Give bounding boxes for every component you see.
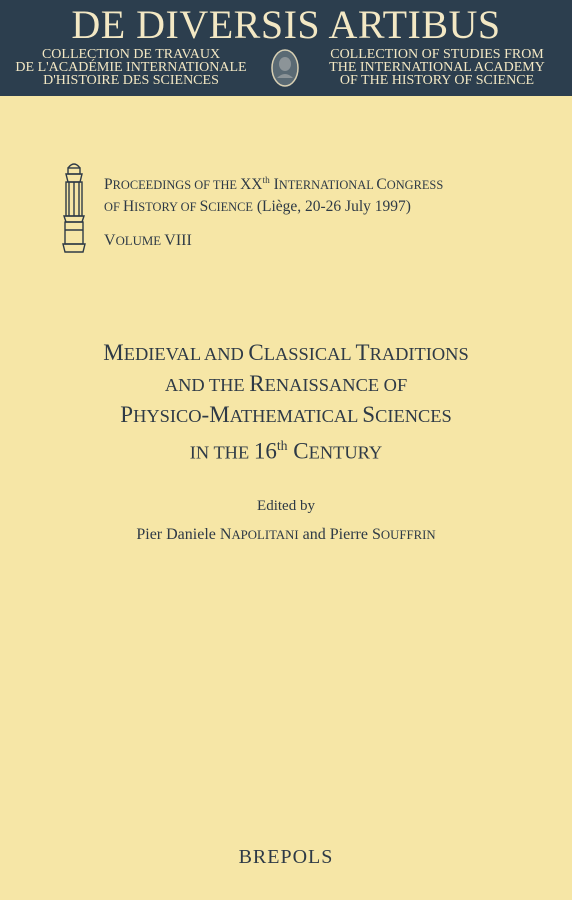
text-fragment: OUFFRIN [380, 528, 436, 542]
text-fragment: P [120, 402, 134, 427]
text-fragment: C [376, 176, 387, 194]
text-fragment: LASSICAL [263, 344, 356, 364]
text-fragment: CIENCES [375, 406, 452, 426]
proceedings-line [104, 170, 544, 218]
text-fragment: N [219, 526, 232, 543]
text-fragment: and Pierre [298, 526, 372, 543]
proceedings-line-2 [104, 196, 544, 218]
text-fragment: H [122, 198, 135, 216]
series-subtitle-english-line: COLLECTION OF STUDIES FROM [330, 47, 544, 62]
text-fragment: C [287, 438, 309, 464]
text-fragment: OLUME [115, 234, 165, 248]
text-fragment: ATHEMATICAL [229, 406, 363, 426]
publisher-name: BREPOLS [238, 846, 334, 868]
text-fragment: R [249, 371, 265, 396]
text-fragment: I [269, 176, 279, 194]
text-fragment: IN THE [189, 442, 254, 463]
text-fragment: th [276, 438, 288, 453]
text-fragment: APOLITANI [231, 528, 299, 542]
text-fragment: -M [201, 402, 230, 427]
text-fragment: (Liège, 20-26 July 1997) [252, 198, 411, 216]
text-fragment: OF [104, 200, 123, 215]
book-title [0, 338, 572, 468]
text-fragment: VIII [164, 232, 192, 249]
proceedings-line-1 [104, 170, 544, 196]
text-fragment: NTERNATIONAL [278, 178, 377, 193]
text-fragment: P [104, 176, 113, 194]
series-subtitle-english-line: OF THE HISTORY OF SCIENCE [339, 73, 535, 88]
series-subtitle-french-line: D'HISTOIRE DES SCIENCES [43, 73, 219, 88]
edited-by-label: Edited by [257, 498, 315, 514]
text-fragment: CIENCE [208, 200, 253, 215]
text-fragment: XX [240, 176, 263, 194]
book-title-line-2 [0, 369, 572, 400]
text-fragment: EDIEVAL AND [123, 344, 249, 364]
text-fragment: ROCEEDINGS OF THE [112, 178, 241, 193]
series-subtitle-french-line: DE L'ACADÉMIE INTERNATIONALE [15, 60, 247, 75]
text-fragment: ENTURY [308, 442, 383, 463]
text-fragment: ISTORY OF [134, 200, 200, 215]
text-fragment: M [103, 340, 124, 365]
text-fragment: V [104, 232, 116, 249]
series-subtitle-french-line: COLLECTION DE TRAVAUX [41, 47, 221, 62]
volume-label [104, 232, 192, 250]
academy-medal-icon [270, 48, 300, 88]
series-subtitle-english [302, 48, 572, 87]
book-title-line-1 [0, 338, 572, 369]
text-fragment: S [199, 198, 209, 216]
text-fragment: AND THE [164, 375, 250, 395]
text-fragment: th [262, 176, 270, 186]
text-fragment: HYSICO [133, 406, 202, 426]
text-fragment: S [362, 402, 376, 427]
text-fragment: Pier Daniele [136, 526, 220, 543]
text-fragment: RADITIONS [369, 344, 469, 364]
series-title: DE DIVERSIS ARTIBUS [71, 2, 501, 47]
series-header-band [0, 0, 572, 96]
text-fragment: ENAISSANCE OF [264, 375, 408, 395]
text-fragment: ONGRESS [386, 178, 444, 193]
book-title-line-4 [0, 431, 572, 468]
series-subtitle-english-line: THE INTERNATIONAL ACADEMY [329, 60, 545, 75]
editors-line [0, 526, 572, 544]
book-title-line-3 [0, 400, 572, 431]
text-fragment: S [371, 526, 381, 543]
text-fragment: T [355, 340, 370, 365]
text-fragment: 16 [253, 438, 277, 464]
series-subtitle-french [0, 48, 262, 87]
miner-lamp-icon [54, 160, 94, 260]
text-fragment: C [248, 340, 264, 365]
